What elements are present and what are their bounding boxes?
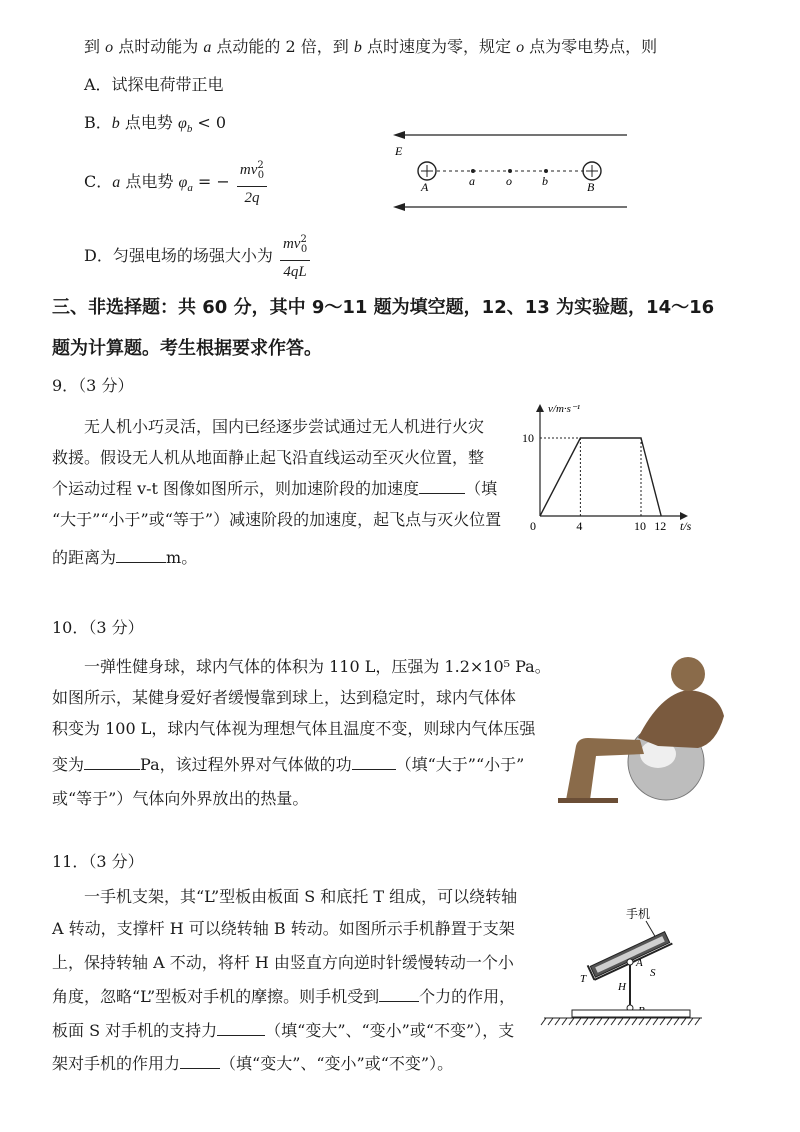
q11-line5 <box>52 1020 514 1042</box>
hatch-mark <box>618 1018 623 1025</box>
option-c-fraction: $\frac{mv^2_0}{2q}$ <box>237 156 267 209</box>
ground-hatch <box>541 1018 700 1025</box>
option-d-text: D．匀强电场的场强大小为 <box>84 246 273 265</box>
q11-header: 11．（3 分） <box>52 852 144 871</box>
label-E: E <box>395 144 403 158</box>
hatch-mark <box>562 1018 567 1025</box>
hatch-mark <box>660 1018 665 1025</box>
q10-line2: 如图所示，某健身爱好者缓慢靠到球上，达到稳定时，球内气体体 <box>52 688 517 707</box>
hatch-mark <box>583 1018 588 1025</box>
option-d-num: mv <box>282 236 301 252</box>
option-c-text: 点电势 <box>125 172 174 191</box>
label-o: o <box>506 174 512 188</box>
hatch-mark <box>674 1018 679 1025</box>
person-head-icon <box>671 657 705 691</box>
hatch-mark <box>555 1018 560 1025</box>
q10-line4 <box>52 754 524 776</box>
field-diagram <box>385 125 635 215</box>
hatch-mark <box>625 1018 630 1025</box>
field-arrow-bottom <box>393 203 405 211</box>
intro-pre: 到 <box>84 37 101 56</box>
label-S: S <box>650 967 656 979</box>
q9-line5 <box>52 547 197 569</box>
exercise-ball-illustration <box>548 654 752 804</box>
q9-blank-2[interactable] <box>116 548 166 563</box>
intro-mid1: 点时动能为 <box>118 37 199 56</box>
option-d-fraction: $\frac{mv^2_0}{4qL}$ <box>280 230 310 283</box>
option-b-var: b <box>111 115 120 132</box>
hatch-mark <box>597 1018 602 1025</box>
q10-line3: 积变为 100 L，球内气体视为理想气体且温度不变，则球内气体压强 <box>52 719 536 738</box>
hatch-mark <box>646 1018 651 1025</box>
q11-line3: 上，保持转轴 A 不动，将杆 H 由竖直方向逆时针缓慢转动一个小 <box>52 953 514 972</box>
phone-leader-line <box>646 921 656 938</box>
q10-blank-1[interactable] <box>84 755 140 770</box>
q9-blank-1[interactable] <box>419 479 465 494</box>
hatch-mark <box>695 1018 700 1025</box>
q9-line5a: 的距离为 <box>52 548 117 567</box>
option-b-tail: < 0 <box>197 113 227 132</box>
q8-option-b <box>84 112 226 140</box>
vt-x-tick-0: 0 <box>530 519 536 533</box>
label-phone: 手机 <box>626 907 651 921</box>
hatch-mark <box>639 1018 644 1025</box>
intro-o: o <box>105 39 114 56</box>
label-T: T <box>580 973 587 985</box>
pivot-A <box>627 959 633 965</box>
intro-mid3: 点时速度为零，规定 <box>366 37 511 56</box>
option-c-num: mv <box>239 162 258 178</box>
hatch-mark <box>548 1018 553 1025</box>
q11-line4a: 角度，忽略“L”型板对手机的摩擦。则手机受到 <box>52 987 380 1006</box>
q9-line3b: （填 <box>465 479 498 498</box>
q11-blank-3[interactable] <box>180 1054 220 1069</box>
hatch-mark <box>681 1018 686 1025</box>
intro-mid2: 点动能的 2 倍，到 <box>216 37 349 56</box>
vt-x-label: t/s <box>680 519 692 533</box>
q11-line5b: （填“变大”、“变小”或“不变”），支 <box>265 1021 515 1040</box>
q9-header: 9．（3 分） <box>52 376 134 395</box>
q11-blank-1[interactable] <box>379 987 419 1002</box>
field-arrow-top <box>393 131 405 139</box>
hatch-mark <box>632 1018 637 1025</box>
q8-intro-line <box>84 36 657 59</box>
section3-heading-line2: 题为计算题。考生根据要求作答。 <box>52 338 322 359</box>
q9-line2: 救援。假设无人机从地面静止起飞沿直线运动至灭火位置，整 <box>52 448 485 467</box>
vt-x-tick-12: 12 <box>654 519 667 533</box>
label-A-pivot: A <box>636 957 643 969</box>
option-c-var: a <box>112 174 121 191</box>
label-a: a <box>469 174 475 188</box>
q10-line4c: （填“大于”“小于” <box>395 755 525 774</box>
point-o <box>508 169 512 173</box>
vt-x-tick-10: 10 <box>634 519 646 533</box>
q10-line5: 或“等于”）气体向外界放出的热量。 <box>52 789 309 808</box>
hatch-mark <box>541 1018 546 1025</box>
q11-blank-2[interactable] <box>217 1021 265 1036</box>
hatch-mark <box>576 1018 581 1025</box>
vt-graph <box>512 398 702 534</box>
hatch-mark <box>604 1018 609 1025</box>
hatch-mark <box>653 1018 658 1025</box>
vt-x-tick-4: 4 <box>576 519 583 533</box>
person-torso-icon <box>638 690 724 748</box>
label-H: H <box>618 981 626 993</box>
person-feet-icon <box>558 798 618 803</box>
hatch-mark <box>569 1018 574 1025</box>
phi-a-symbol: $\varphi_a$ <box>178 174 193 195</box>
hatch-mark <box>590 1018 595 1025</box>
q11-line6 <box>52 1053 453 1075</box>
q10-blank-2[interactable] <box>352 755 396 770</box>
vt-y-label: v/m·s⁻¹ <box>548 403 581 415</box>
q11-line4 <box>52 986 515 1008</box>
q8-option-d <box>84 230 312 283</box>
option-b-text: 点电势 <box>124 113 173 132</box>
q9-line3a: 个运动过程 v-t 图像如图所示，则加速阶段的加速度 <box>52 479 420 498</box>
point-a <box>471 169 475 173</box>
q10-line4b: Pa，该过程外界对气体做的功 <box>140 755 352 774</box>
q11-line5a: 板面 S 对手机的支持力 <box>52 1021 218 1040</box>
q9-line4: “大于”“小于”或“等于”）减速阶段的加速度，起飞点与灭火位置 <box>52 510 502 529</box>
vt-series-line <box>540 438 661 516</box>
phone-holder-diagram <box>538 904 706 1032</box>
q8-option-a: A．试探电荷带正电 <box>84 75 224 94</box>
q11-line6a: 架对手机的作用力 <box>52 1054 181 1073</box>
point-b <box>544 169 548 173</box>
q10-header: 10．（3 分） <box>52 618 144 637</box>
q9-line1: 无人机小巧灵活，国内已经逐步尝试通过无人机进行火灾 <box>84 417 485 436</box>
vt-y-tick-10: 10 <box>522 431 534 445</box>
hatch-mark <box>667 1018 672 1025</box>
section3-heading-line1: 三、非选择题：共 60 分，其中 9～11 题为填空题，12、13 为实验题，14～16 <box>52 297 715 318</box>
option-d-den: 4qL <box>283 264 307 280</box>
option-b-prefix: B． <box>84 113 112 132</box>
hatch-mark <box>688 1018 693 1025</box>
label-A: A <box>421 180 429 194</box>
q8-option-c: C．a 点电势 $\varphi_a$ = − $\frac{mv^2_0}{2q}$ <box>84 156 269 209</box>
label-b: b <box>542 174 548 188</box>
q11-line2: A 转动，支撑杆 H 可以绕转轴 B 转动。如图所示手机静置于支架 <box>52 919 515 938</box>
vt-y-arrow <box>536 404 544 412</box>
intro-o2: o <box>516 39 525 56</box>
q11-line4b: 个力的作用， <box>419 987 516 1006</box>
q11-line1: 一手机支架，其“L”型板由板面 S 和底托 T 组成，可以绕转轴 <box>84 887 518 906</box>
label-B: B <box>587 180 595 194</box>
intro-mid4: 点为零电势点，则 <box>529 37 658 56</box>
phi-b-symbol: $\varphi_b$ <box>177 115 193 136</box>
hatch-mark <box>611 1018 616 1025</box>
intro-b: b <box>353 39 362 56</box>
q9-line5b: m。 <box>166 548 198 567</box>
q9-line3 <box>52 478 497 500</box>
holder-base <box>572 1010 690 1017</box>
option-c-prefix: C． <box>84 172 113 191</box>
q10-line4a: 变为 <box>52 755 85 774</box>
q11-line6b: （填“变大”、“变小”或“不变”）。 <box>220 1054 454 1073</box>
intro-a: a <box>203 39 212 56</box>
q10-line1: 一弹性健身球，球内气体的体积为 110 L，压强为 1.2×10⁵ Pa。 <box>84 657 551 676</box>
option-c-den: 2q <box>244 190 260 206</box>
